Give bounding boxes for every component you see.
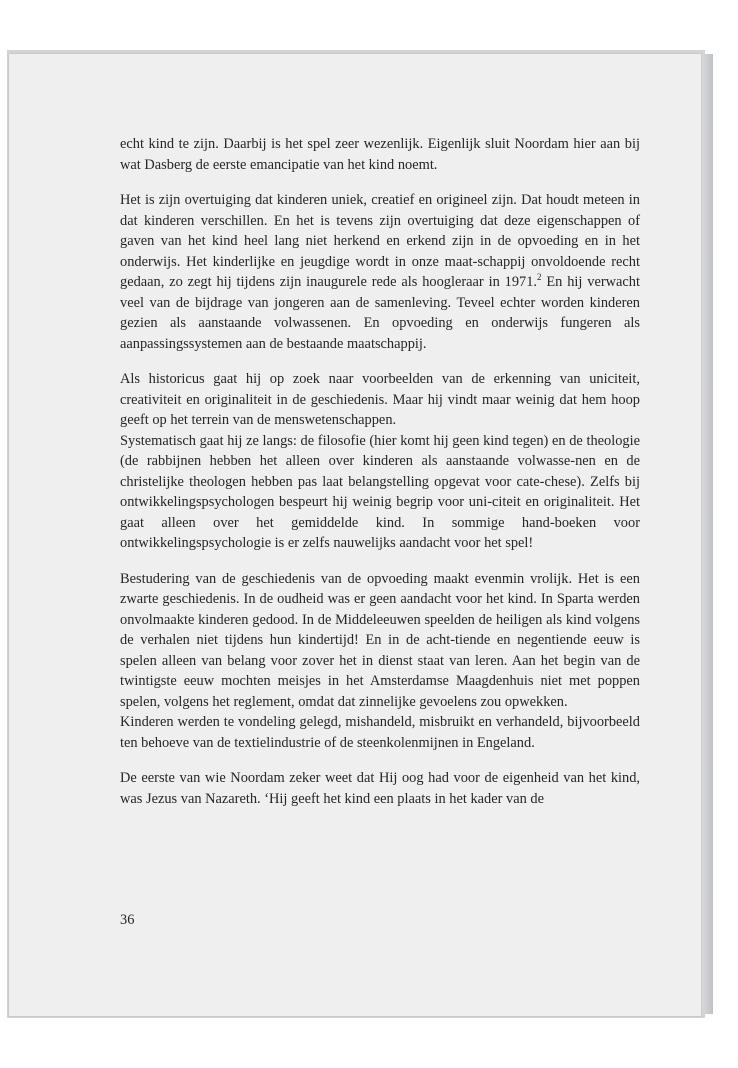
footnote-marker: 2 [537, 272, 542, 282]
paragraph-2-text-b: En hij verwacht veel van de bijdrage van jongeren aan de samenleving. Teveel echter worden kinderen gezien als aanstaande volwassenen. En opvoeding en onderwijs fungeren als aanpassingssystemen aan de bestaande maatschappij. [120, 274, 640, 352]
paragraph-7: De eerste van wie Noordam zeker weet dat Hij oog had voor de eigenheid van het kind, was Jezus van Nazareth. ‘Hij geeft het kind een plaats in het kader van de [120, 770, 640, 807]
paragraph-2 [120, 190, 640, 354]
paragraph-2-text-a: Het is zijn overtuiging dat kinderen uniek, creatief en origineel zijn. Dat houdt meteen in dat kinderen verschillen. En het is tevens zijn overtuiging dat deze eigenschappen of gaven van het kind heel lang niet herkend en erkend zijn in de opvoeding en in het onderwijs. Het kinderlijke en jeugdige wordt in onze maat-schappij onvoldoende recht gedaan, zo zegt hij tijdens zijn inaugurele rede als hoogleraar in 1971. [120, 192, 640, 290]
body-text [120, 134, 640, 824]
page-number: 36 [120, 912, 135, 928]
paragraph-3: Als historicus gaat hij op zoek naar voorbeelden van de erkenning van uniciteit, creativiteit en originaliteit in de geschiedenis. Maar hij vindt maar weinig dat hem hoop geeft op het terrein van de menswetenschappen. [120, 371, 640, 428]
book-page [9, 54, 701, 1016]
paragraph-1: echt kind te zijn. Daarbij is het spel zeer wezenlijk. Eigenlijk sluit Noordam hier aan bij wat Dasberg de eerste emancipatie van het kind noemt. [120, 136, 640, 173]
paragraph-4: Systematisch gaat hij ze langs: de filosofie (hier komt hij geen kind tegen) en de theologie (de rabbijnen hebben het alleen over kinderen als aanstaande volwasse-nen en de christelijke theologen hebben pas laat belangstelling opgevat voor cate-chese). Zelfs bij ontwikkelingspsychologen bespeurt hij weinig begrip voor uni-citeit en originaliteit. Het gaat alleen over het gemiddelde kind. In sommige hand-boeken voor ontwikkelingspsychologie is er zelfs nauwelijks aandacht voor het spel! [120, 432, 640, 551]
paragraph-6: Kinderen werden te vondeling gelegd, mishandeld, misbruikt en verhandeld, bijvoorbeeld ten behoeve van de textielindustrie of de steenkolenmijnen in Engeland. [120, 714, 640, 751]
paragraph-5: Bestudering van de geschiedenis van de opvoeding maakt evenmin vrolijk. Het is een zwarte geschiedenis. In de oudheid was er geen aandacht voor het kind. In Sparta werden onvolmaakte kinderen gedood. In de Middeleeuwen speelden de heiligen als kind volgens de verhalen niet tijdens hun kindertijd! En in de acht-tiende en negentiende eeuw is spelen alleen van belang voor zover het in dienst staat van leren. Aan het begin van de twintigste eeuw mochten meisjes in het Amsterdamse Maagdenhuis niet met poppen spelen, volgens het reglement, omdat dat zinnelijke gevoelens zou opwekken. [120, 570, 640, 710]
